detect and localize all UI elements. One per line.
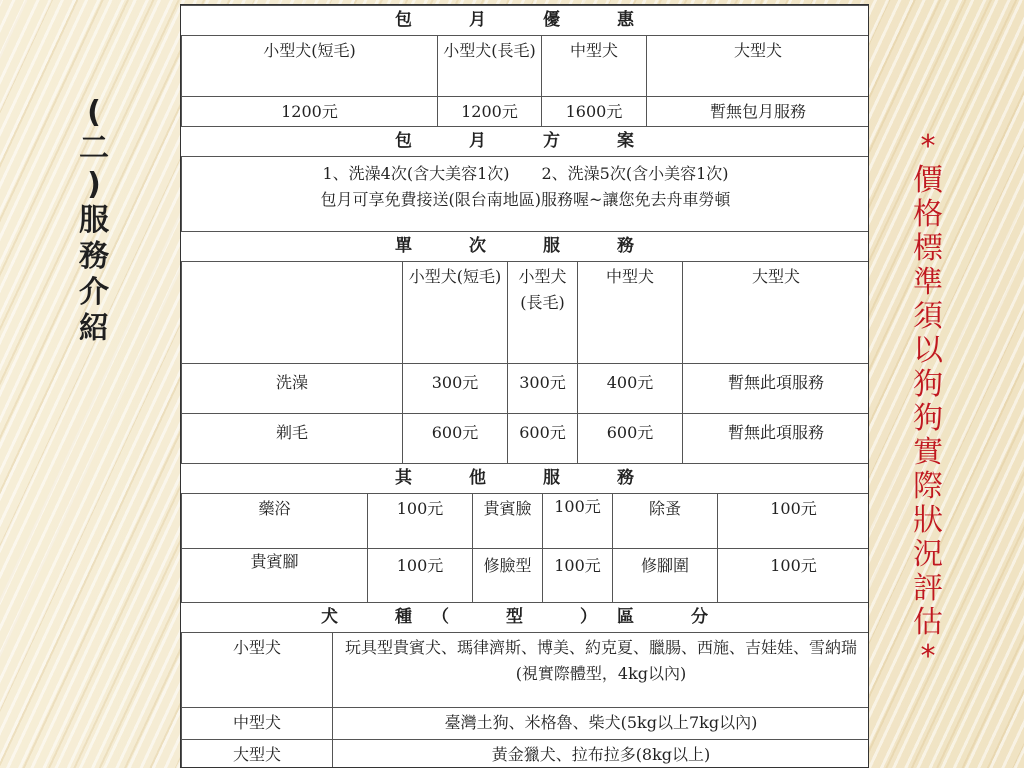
single-price: 300元 [507,363,578,414]
section-title-char: ) [87,167,101,202]
note-char: 狗 [913,367,943,402]
note-char: 標 [913,231,943,266]
other-service-name: 貴賓腳 [181,548,368,603]
other-service-price: 100元 [367,548,473,603]
plan-title: 包 月 方 案 [181,126,868,157]
single-header-small-short: 小型犬(短毛) [402,261,508,364]
note-char: * [920,639,936,674]
section-title-char: ( [87,95,101,130]
single-header-blank [181,261,403,364]
single-title: 單 次 服 務 [181,231,868,262]
single-header-medium: 中型犬 [577,261,683,364]
other-service-price: 100元 [367,493,473,549]
other-service-price: 100元 [717,548,869,603]
other-service-name: 貴賓臉 [472,493,543,549]
single-price: 600元 [507,413,578,464]
single-price: 暫無此項服務 [682,363,869,414]
other-service-name: 修臉型 [472,548,543,603]
breed-list: 臺灣土狗、米格魯、柴犬(5kg以上7kg以內) [332,707,869,740]
note-char: * [920,129,936,164]
single-price: 600元 [577,413,683,464]
monthly-title: 包 月 優 惠 [181,5,868,36]
breed-size: 中型犬 [181,707,333,740]
other-service-price: 100元 [542,493,613,549]
note-char: 況 [913,537,943,572]
single-price: 暫無此項服務 [682,413,869,464]
plan-details [181,156,869,232]
single-price: 300元 [402,363,508,414]
other-title: 其 他 服 務 [181,463,868,494]
single-row-label: 洗澡 [181,363,403,414]
note-char: 須 [913,299,943,334]
other-service-name: 修腳圍 [612,548,718,603]
monthly-header-medium: 中型犬 [541,35,647,97]
note-char: 估 [913,605,943,640]
note-char: 格 [913,197,943,232]
monthly-header-large: 大型犬 [646,35,869,97]
note-char: 準 [913,265,943,300]
monthly-price-medium: 1600元 [541,96,647,127]
monthly-header-small-long: 小型犬(長毛) [437,35,542,97]
single-price: 600元 [402,413,508,464]
other-service-name: 藥浴 [181,493,368,549]
note-char: 評 [913,571,943,606]
monthly-header-small-short: 小型犬(短毛) [181,35,438,97]
single-row-label: 剃毛 [181,413,403,464]
breed-list: 玩具型貴賓犬、瑪律濟斯、博美、約克夏、臘腸、西施、吉娃娃、雪納瑞(視實際體型，4kg以內) [332,632,869,708]
section-title-char: 介 [79,275,109,310]
note-char: 價 [913,163,943,198]
monthly-price-large: 暫無包月服務 [646,96,869,127]
breed-size: 大型犬 [181,739,333,768]
note-char: 際 [913,469,943,504]
note-char: 狀 [913,503,943,538]
section-title-char: 務 [79,239,109,274]
monthly-price-small-long: 1200元 [437,96,542,127]
monthly-price-small-short: 1200元 [181,96,438,127]
other-service-price: 100元 [717,493,869,549]
plan-line-2: 包月可享免費接送(限台南地區)服務喔~讓您免去舟車勞頓 [320,190,731,209]
section-title [74,95,114,347]
breed-list: 黃金獵犬、拉布拉多(8kg以上) [332,739,869,768]
breed-size: 小型犬 [181,632,333,708]
single-price: 400元 [577,363,683,414]
section-title-char: 服 [79,203,109,238]
note-char: 狗 [913,401,943,436]
price-table [180,4,869,768]
plan-line-1: 1、洗澡4次(含大美容1次) 2、洗澡5次(含小美容1次) [322,164,729,183]
single-header-large: 大型犬 [682,261,869,364]
price-note [906,130,950,674]
other-service-name: 除蚤 [612,493,718,549]
section-title-char: 二 [79,131,109,166]
note-char: 以 [913,333,943,368]
other-service-price: 100元 [542,548,613,603]
breeds-title: 犬 種（ 型 ）區 分 [181,602,868,633]
note-char: 實 [913,435,943,470]
single-header-small-long: 小型犬(長毛) [507,261,578,364]
section-title-char: 紹 [79,311,109,346]
